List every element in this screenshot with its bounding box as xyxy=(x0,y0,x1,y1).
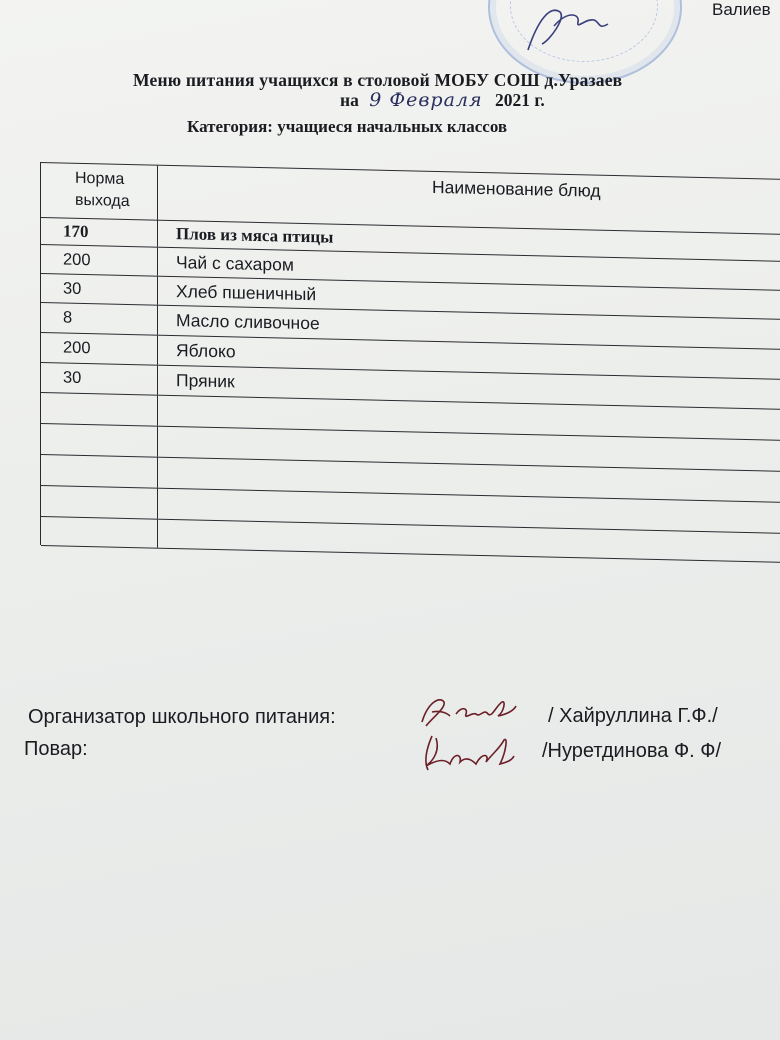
date-handwritten: 9 Февраля xyxy=(369,89,483,111)
row-dish-name: Плов из мяса птицы xyxy=(176,224,334,247)
header-norm: Норма выхода xyxy=(41,163,158,220)
cook-name: /Нуретдинова Ф. Ф/ xyxy=(542,740,722,762)
row-norm: 30 xyxy=(41,363,158,395)
row-norm: 200 xyxy=(41,333,158,365)
row-norm: 170 xyxy=(41,217,158,247)
cook-signature xyxy=(416,730,516,775)
menu-category: Категория: учащиеся начальных классов xyxy=(187,117,508,136)
row-dish-name: Пряник xyxy=(176,370,235,392)
menu-title: Меню питания учащихся в столовой МОБУ СОШ д.Уразаев xyxy=(133,70,623,90)
organizer-signature xyxy=(418,692,518,732)
row-dish-name: Масло сливочное xyxy=(176,310,320,334)
row-norm: 200 xyxy=(41,245,158,276)
row-norm: 8 xyxy=(41,303,158,335)
organizer-name: / Хайруллина Г.Ф./ xyxy=(548,705,718,727)
date-suffix: 2021 г. xyxy=(494,90,545,110)
row-dish-name: Яблоко xyxy=(176,340,236,362)
row-dish-name: Чай с сахаром xyxy=(176,252,294,275)
row-dish-name: Хлеб пшеничный xyxy=(176,281,317,305)
organizer-label: Организатор школьного питания: xyxy=(28,706,336,728)
date-prefix: на xyxy=(340,90,359,110)
cook-label: Повар: xyxy=(24,738,88,760)
header-dish-name: Наименование блюд xyxy=(432,176,601,201)
row-norm: 30 xyxy=(41,274,158,305)
director-name: Валиев xyxy=(712,0,771,19)
